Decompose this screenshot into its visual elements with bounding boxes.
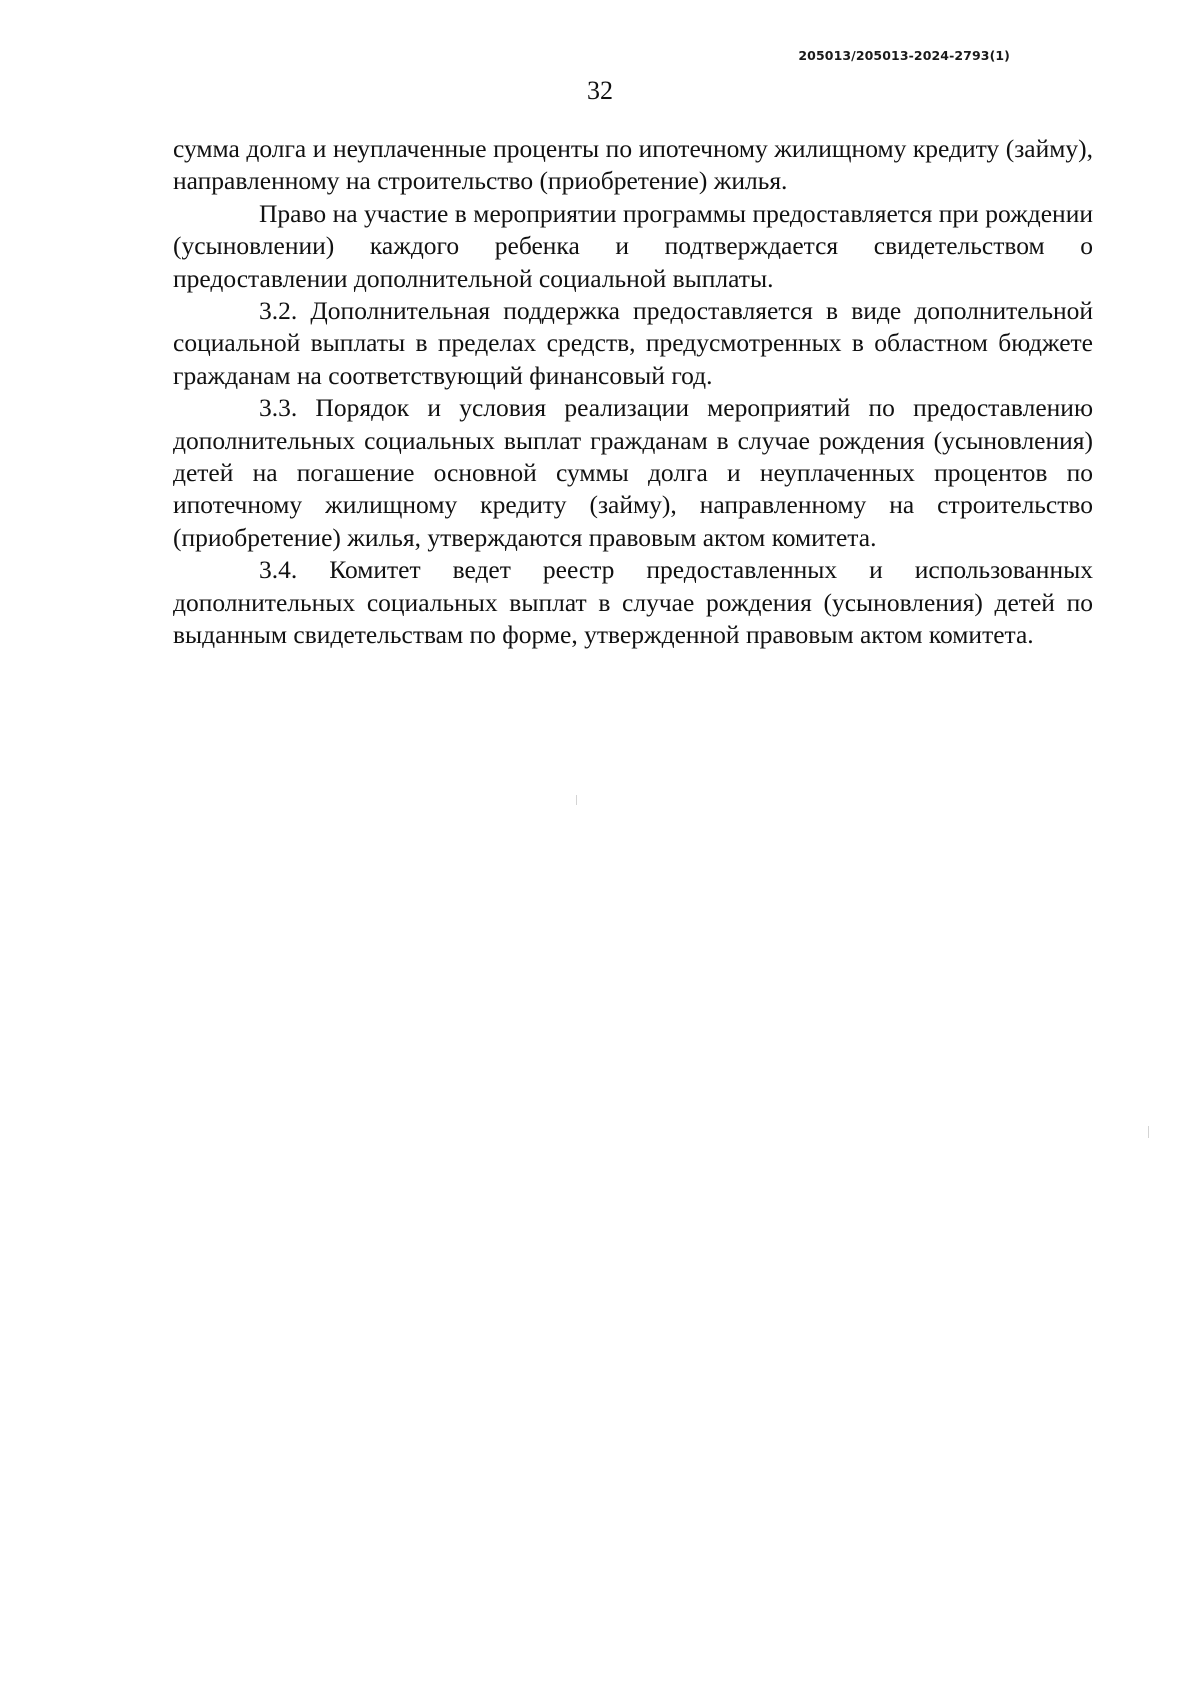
document-registration-number: 205013/205013-2024-2793(1) [798, 48, 1010, 63]
document-body [173, 133, 1093, 652]
paragraph-continuation: сумма долга и неуплаченные проценты по ипотечному жилищному кредиту (займу), направленному на строительство (приобретение) жилья. [173, 134, 1093, 196]
paragraph-3-3: 3.3. Порядок и условия реализации мероприятий по предоставлению дополнительных социальных выплат гражданам в случае рождения (усыновления) детей на погашение основной суммы долга и неуплаченных процентов по ипотечному жилищному кредиту (займу), направленному на строительство (приобретение) жилья, утверждаются правовым актом комитета. [173, 393, 1093, 552]
page-number: 32 [587, 76, 613, 105]
scan-speck [576, 795, 577, 805]
paragraph-3-2: 3.2. Дополнительная поддержка предоставляется в виде дополнительной социальной выплаты в пределах средств, предусмотренных в областном бюджете гражданам на соответствующий финансовый год. [173, 296, 1093, 390]
paragraph-3-4: 3.4. Комитет ведет реестр предоставленных и использованных дополнительных социальных выплат в случае рождения (усыновления) детей по выданным свидетельствам по форме, утвержденной правовым актом комитета. [173, 555, 1093, 650]
scan-speck [1148, 1126, 1149, 1138]
paragraph-participation-right: Право на участие в мероприятии программы предоставляется при рождении (усыновлении) каждого ребенка и подтверждается свидетельством о предоставлении дополнительной социальной выплаты. [173, 198, 1093, 293]
